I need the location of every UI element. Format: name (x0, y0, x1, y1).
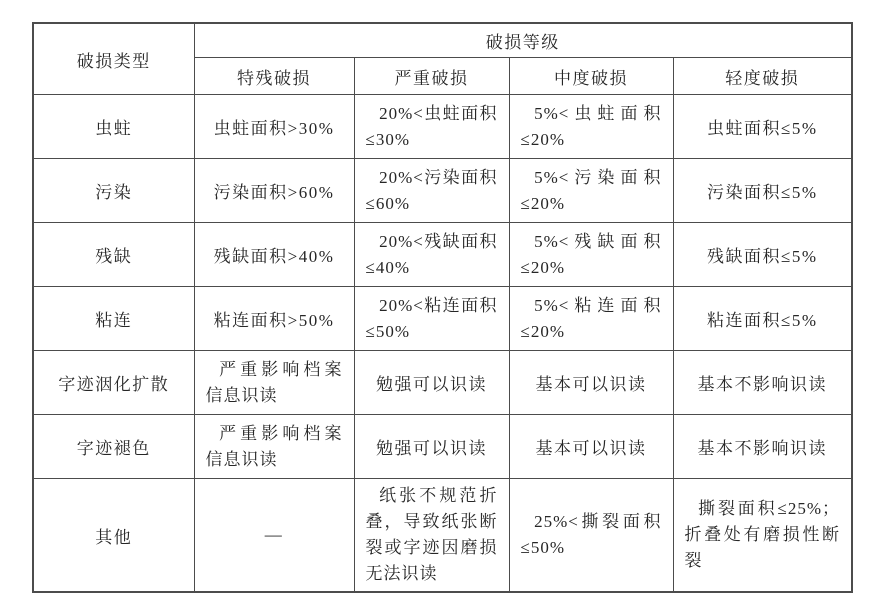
table-cell: 25%<撕裂面积≤50% (509, 479, 673, 593)
row-header-damage-type: 污染 (33, 159, 194, 223)
header-damage-level-group: 破损等级 (194, 23, 852, 58)
row-header-damage-type: 字迹褪色 (33, 415, 194, 479)
table-cell: 残缺面积≤5% (673, 223, 852, 287)
table-cell: 基本可以识读 (509, 415, 673, 479)
table-cell: 虫蛀面积≤5% (673, 95, 852, 159)
row-header-damage-type: 字迹洇化扩散 (33, 351, 194, 415)
table-row (33, 415, 852, 479)
header-row-group (33, 23, 852, 58)
table-cell: 基本不影响识读 (673, 415, 852, 479)
table-cell: — (194, 479, 354, 593)
table-cell: 20%<粘连面积≤50% (354, 287, 509, 351)
table-cell: 虫蛀面积>30% (194, 95, 354, 159)
table-cell: 撕裂面积≤25%；折叠处有磨损性断裂 (673, 479, 852, 593)
table-cell: 20%<虫蛀面积≤30% (354, 95, 509, 159)
row-header-damage-type: 虫蛀 (33, 95, 194, 159)
table-cell: 严重影响档案信息识读 (194, 351, 354, 415)
header-level-4: 轻度破损 (673, 58, 852, 95)
table-cell: 5%<虫蛀面积≤20% (509, 95, 673, 159)
table-cell: 污染面积≤5% (673, 159, 852, 223)
table-cell: 20%<残缺面积≤40% (354, 223, 509, 287)
table-row (33, 351, 852, 415)
row-header-damage-type: 残缺 (33, 223, 194, 287)
damage-grade-table (32, 22, 853, 593)
table-row (33, 159, 852, 223)
header-level-2: 严重破损 (354, 58, 509, 95)
header-level-1: 特残破损 (194, 58, 354, 95)
table-row (33, 95, 852, 159)
table-row (33, 479, 852, 593)
table-row (33, 223, 852, 287)
header-damage-type: 破损类型 (33, 23, 194, 95)
row-header-damage-type: 其他 (33, 479, 194, 593)
table-cell: 污染面积>60% (194, 159, 354, 223)
table-cell: 严重影响档案信息识读 (194, 415, 354, 479)
table-cell: 勉强可以识读 (354, 351, 509, 415)
table-cell: 20%<污染面积≤60% (354, 159, 509, 223)
table-cell: 纸张不规范折叠，导致纸张断裂或字迹因磨损无法识读 (354, 479, 509, 593)
table-cell: 基本可以识读 (509, 351, 673, 415)
table-header (33, 23, 852, 95)
table-cell: 残缺面积>40% (194, 223, 354, 287)
table-cell: 5%<污染面积≤20% (509, 159, 673, 223)
header-level-3: 中度破损 (509, 58, 673, 95)
table-cell: 粘连面积>50% (194, 287, 354, 351)
table-body (33, 95, 852, 593)
table-row (33, 287, 852, 351)
row-header-damage-type: 粘连 (33, 287, 194, 351)
table-cell: 5%<残缺面积≤20% (509, 223, 673, 287)
table-cell: 粘连面积≤5% (673, 287, 852, 351)
table-cell: 基本不影响识读 (673, 351, 852, 415)
table-cell: 5%<粘连面积≤20% (509, 287, 673, 351)
table-cell: 勉强可以识读 (354, 415, 509, 479)
